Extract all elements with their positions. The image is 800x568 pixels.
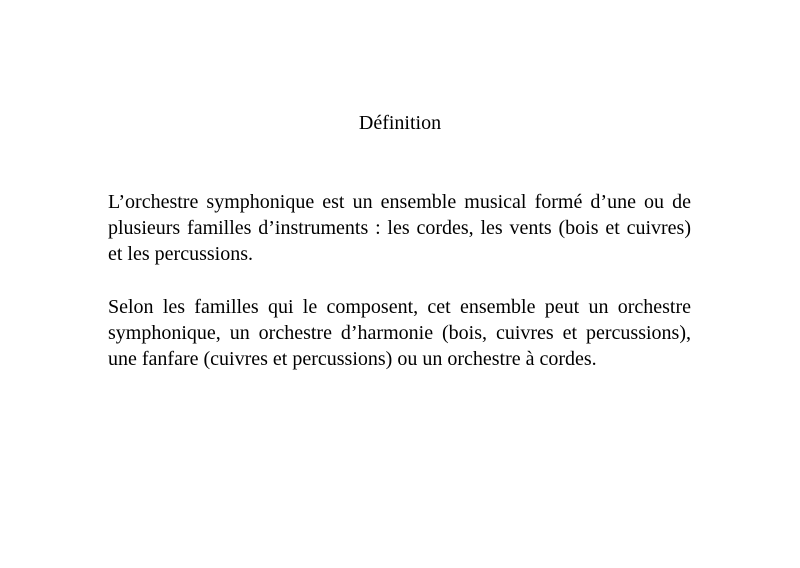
page-title: Définition (358, 112, 442, 134)
paragraph-families: Selon les familles qui le composent, cet ensemble peut un orchestre symphonique, un orchestre d’harmonie (bois, cuivres et percussions), une fanfare (cuivres et percussions) ou un orchestre à cordes. (108, 296, 691, 370)
paragraph-definition: L’orchestre symphonique est un ensemble musical formé d’une ou de plusieurs familles d’instruments : les cordes, les vents (bois et cuivres) et les percussions. (108, 191, 691, 265)
